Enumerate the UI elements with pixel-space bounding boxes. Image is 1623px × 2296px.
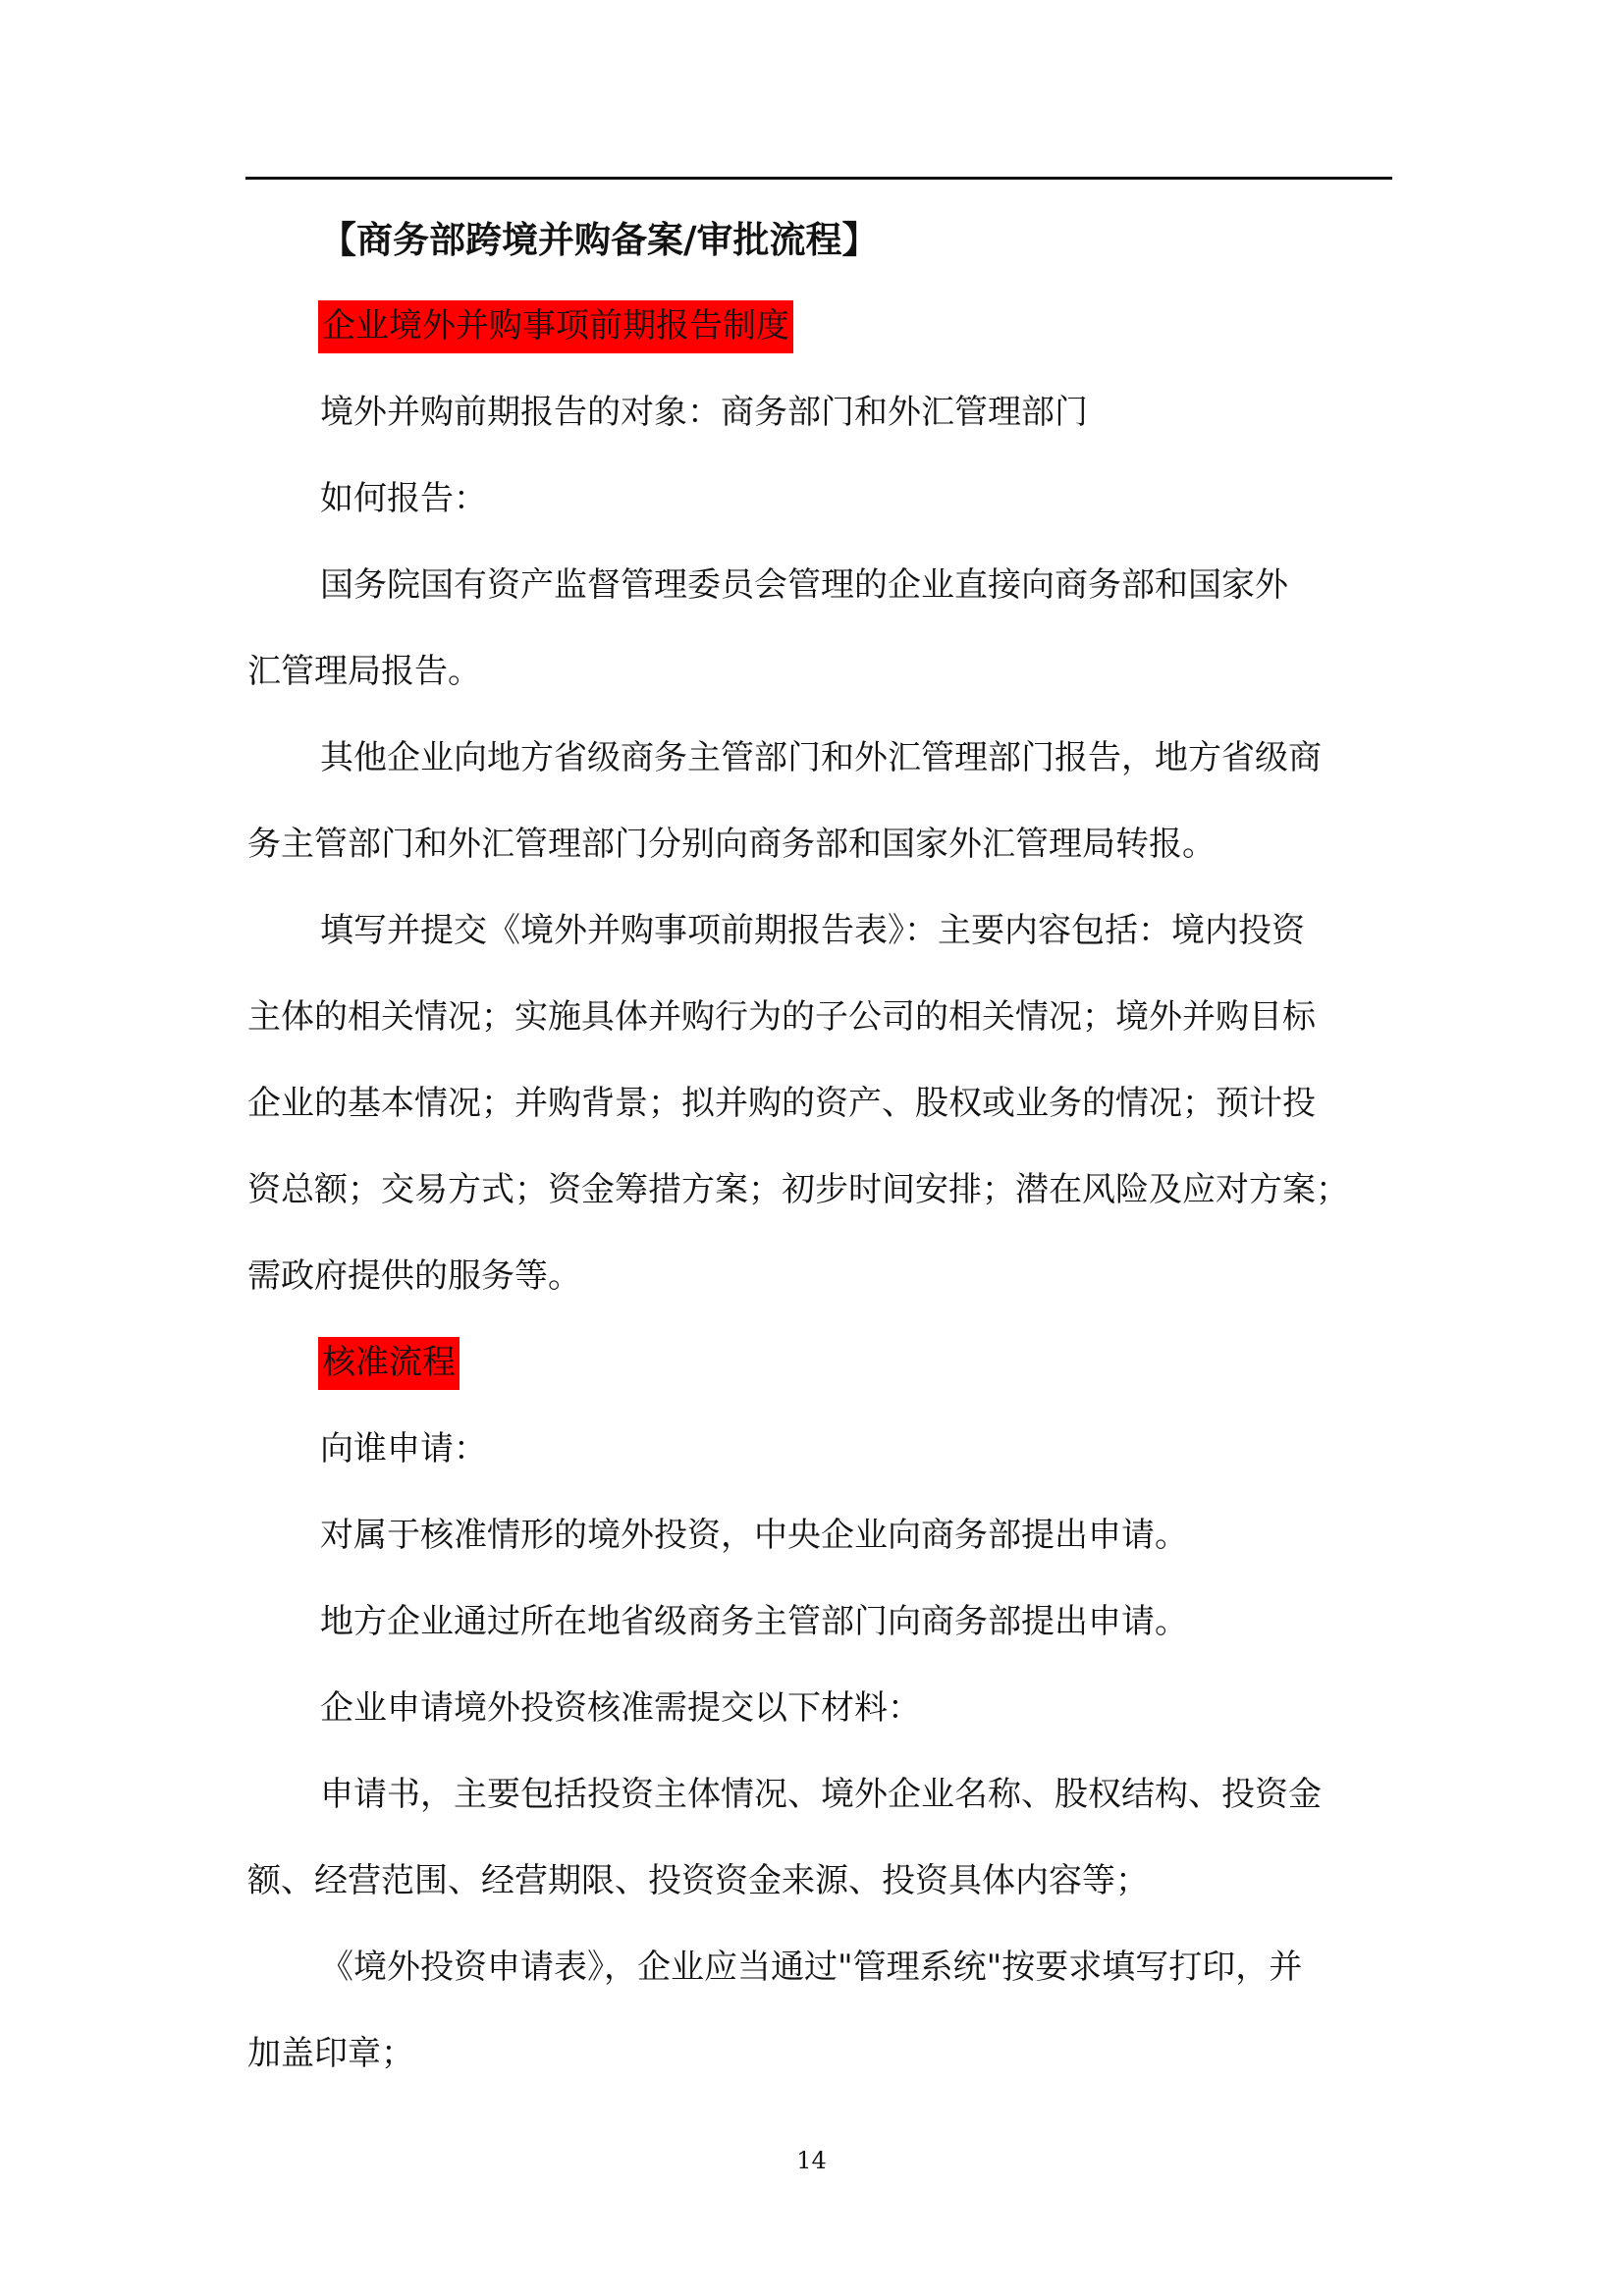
highlighted-heading: 企业境外并购事项前期报告制度 bbox=[318, 300, 793, 353]
paragraph-line: 额、经营范围、经营期限、投资资金来源、投资具体内容等； bbox=[247, 1861, 1149, 1900]
paragraph-line: 加盖印章； bbox=[247, 2034, 414, 2073]
section-heading-prereport bbox=[320, 300, 793, 351]
page-number: 14 bbox=[796, 2147, 827, 2174]
paragraph-line: 对属于核准情形的境外投资，中央企业向商务部提出申请。 bbox=[320, 1516, 1188, 1555]
paragraph-line: 企业申请境外投资核准需提交以下材料： bbox=[320, 1688, 921, 1728]
paragraph-line: 资总额；交易方式；资金筹措方案；初步时间安排；潜在风险及应对方案； bbox=[247, 1170, 1349, 1209]
paragraph-line: 向谁申请： bbox=[320, 1429, 487, 1468]
paragraph-line: 境外并购前期报告的对象：商务部门和外汇管理部门 bbox=[320, 393, 1088, 432]
paragraph-line: 如何报告： bbox=[320, 479, 487, 518]
paragraph-line: 企业的基本情况；并购背景；拟并购的资产、股权或业务的情况；预计投 bbox=[247, 1084, 1316, 1123]
paragraph-line: 汇管理局报告。 bbox=[247, 652, 481, 691]
paragraph-line: 主体的相关情况；实施具体并购行为的子公司的相关情况；境外并购目标 bbox=[247, 997, 1316, 1037]
paragraph-line: 申请书，主要包括投资主体情况、境外企业名称、股权结构、投资金 bbox=[320, 1775, 1322, 1814]
paragraph-line: 填写并提交《境外并购事项前期报告表》：主要内容包括：境内投资 bbox=[320, 911, 1305, 950]
paragraph-line: 《境外投资申请表》，企业应当通过"管理系统"按要求填写打印，并 bbox=[320, 1948, 1303, 1987]
paragraph-line: 务主管部门和外汇管理部门分别向商务部和国家外汇管理局转报。 bbox=[247, 825, 1216, 864]
highlighted-heading: 核准流程 bbox=[318, 1337, 460, 1390]
section-heading-approval bbox=[320, 1337, 460, 1388]
paragraph-line: 其他企业向地方省级商务主管部门和外汇管理部门报告，地方省级商 bbox=[320, 738, 1322, 777]
paragraph-line: 国务院国有资产监督管理委员会管理的企业直接向商务部和国家外 bbox=[320, 565, 1288, 605]
paragraph-line: 需政府提供的服务等。 bbox=[247, 1256, 581, 1296]
header-rule bbox=[245, 177, 1392, 180]
paragraph-line: 地方企业通过所在地省级商务主管部门向商务部提出申请。 bbox=[320, 1602, 1188, 1641]
page-title: 【商务部跨境并购备案/审批流程】 bbox=[320, 219, 879, 261]
